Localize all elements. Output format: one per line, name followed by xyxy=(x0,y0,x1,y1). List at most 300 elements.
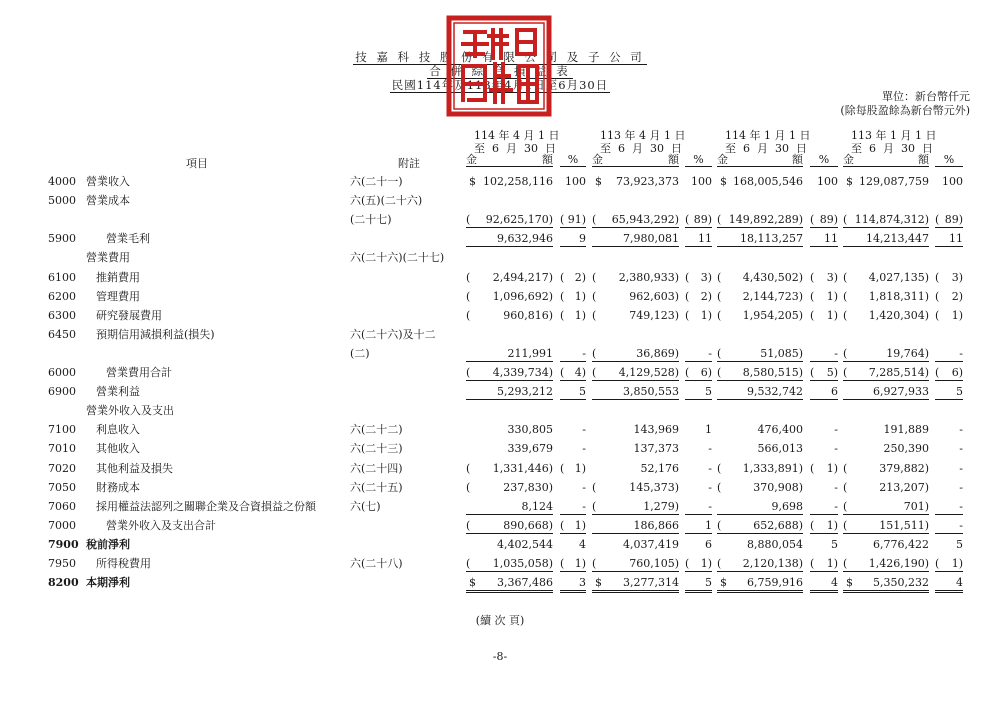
negative-paren-open: ( xyxy=(685,308,690,322)
percent-value: 3 xyxy=(826,270,834,284)
negative-paren-open: ( xyxy=(466,557,471,570)
negative-paren-close: ) xyxy=(707,557,712,570)
amount-value: 1,818,311 xyxy=(868,289,925,303)
amount-value: 339,679 xyxy=(507,442,553,456)
negative-paren-open: ( xyxy=(843,213,848,227)
percent-value: - xyxy=(582,423,586,437)
percent-value: 1 xyxy=(826,518,834,532)
percent-value: 91 xyxy=(567,213,582,227)
amount-value: 3,850,553 xyxy=(623,385,679,399)
note-column-header: 附註 xyxy=(398,157,420,170)
negative-paren-close: ) xyxy=(798,557,803,570)
account-code: 7900 xyxy=(48,537,79,551)
negative-paren-close: ) xyxy=(924,289,929,303)
negative-paren-close: ) xyxy=(798,289,803,303)
table-row xyxy=(0,288,1000,306)
account-code: 6100 xyxy=(48,270,76,284)
amount-value: 1,954,205 xyxy=(742,308,799,322)
negative-paren-open: ( xyxy=(843,308,848,322)
percent-value: - xyxy=(708,499,712,513)
percent-value: 5 xyxy=(831,537,838,551)
negative-paren-open: ( xyxy=(466,480,471,494)
negative-paren-close: ) xyxy=(548,518,553,532)
negative-paren-open: ( xyxy=(717,366,722,379)
account-item: 推銷費用 xyxy=(96,270,140,284)
negative-paren-close: ) xyxy=(833,518,838,532)
account-code: 7100 xyxy=(48,423,76,437)
note-reference: (二) xyxy=(350,346,370,360)
percent-value: 2 xyxy=(574,270,582,284)
negative-paren-open: ( xyxy=(685,366,690,379)
negative-paren-open: ( xyxy=(592,213,597,227)
percent-value: - xyxy=(959,423,963,437)
amount-column-header xyxy=(466,153,553,167)
currency-symbol: $ xyxy=(846,576,853,590)
negative-paren-open: ( xyxy=(810,289,815,303)
negative-paren-close: ) xyxy=(958,366,963,379)
amount-value: 114,874,312 xyxy=(854,213,925,227)
account-item: 稅前淨利 xyxy=(86,537,130,551)
table-row xyxy=(0,307,1000,325)
percent-value: 5 xyxy=(956,537,963,551)
negative-paren-open: ( xyxy=(717,480,722,494)
negative-paren-close: ) xyxy=(924,461,929,475)
negative-paren-close: ) xyxy=(548,213,553,227)
amount-value: 52,176 xyxy=(640,461,679,475)
negative-paren-open: ( xyxy=(843,461,848,475)
percent-column-header: % xyxy=(560,153,586,167)
amount-value: 4,402,544 xyxy=(497,537,553,551)
table-row xyxy=(0,383,1000,401)
negative-paren-open: ( xyxy=(560,213,565,227)
percent-value: 5 xyxy=(826,366,834,379)
negative-paren-open: ( xyxy=(560,270,565,284)
table-row xyxy=(0,574,1000,592)
account-item: 營業收入 xyxy=(86,175,130,188)
negative-paren-open: ( xyxy=(843,518,848,532)
negative-paren-close: ) xyxy=(958,308,963,322)
amount-value: 1,096,692 xyxy=(492,289,549,303)
amount-value: 1,426,190 xyxy=(868,557,925,570)
negative-paren-close: ) xyxy=(958,289,963,303)
amount-value: 213,207 xyxy=(879,480,925,494)
amount-value: 2,494,217 xyxy=(492,270,549,284)
amount-value: 3,367,486 xyxy=(497,576,553,590)
amount-value: 2,144,723 xyxy=(742,289,799,303)
account-item: 研究發展費用 xyxy=(96,308,162,322)
table-row xyxy=(0,555,1000,573)
negative-paren-close: ) xyxy=(548,366,553,379)
amount-value: 1,331,446 xyxy=(492,461,549,475)
amount-value: 330,805 xyxy=(507,423,553,437)
amount-value: 5,350,232 xyxy=(873,576,929,590)
negative-paren-close: ) xyxy=(707,270,712,284)
amount-value: 8,124 xyxy=(521,499,553,513)
negative-paren-close: ) xyxy=(707,366,712,379)
table-row xyxy=(0,345,1000,363)
negative-paren-open: ( xyxy=(810,213,815,227)
percent-column-header: % xyxy=(935,153,963,167)
percent-value: 4 xyxy=(956,576,963,590)
amount-value: 9,532,742 xyxy=(747,385,803,399)
negative-paren-open: ( xyxy=(592,346,597,360)
amount-value: 65,943,292 xyxy=(611,213,675,227)
amount-value: 19,764 xyxy=(886,346,925,360)
table-row xyxy=(0,192,1000,210)
negative-paren-close: ) xyxy=(833,213,838,227)
percent-value: 89 xyxy=(819,213,834,227)
negative-paren-close: ) xyxy=(548,308,553,322)
amount-value: 237,830 xyxy=(503,480,549,494)
table-row xyxy=(0,498,1000,516)
percent-value: 11 xyxy=(824,232,838,246)
amount-column-header xyxy=(717,153,803,167)
amount-value: 92,625,170 xyxy=(485,213,549,227)
percent-column-header: % xyxy=(810,153,838,167)
account-code: 7020 xyxy=(48,461,76,475)
negative-paren-open: ( xyxy=(466,461,471,475)
amount-value: 102,258,116 xyxy=(483,175,553,188)
negative-paren-open: ( xyxy=(685,213,690,227)
page-number: -8- xyxy=(492,650,508,663)
percent-value: - xyxy=(959,499,963,513)
negative-paren-open: ( xyxy=(592,557,597,570)
negative-paren-close: ) xyxy=(581,289,586,303)
negative-paren-close: ) xyxy=(581,270,586,284)
negative-paren-open: ( xyxy=(843,480,848,494)
note-reference: 六(二十六)(二十七) xyxy=(350,251,445,265)
percent-value: 1 xyxy=(826,461,834,475)
negative-paren-open: ( xyxy=(592,270,597,284)
period-header-line2: 至 6 月 30 日 xyxy=(725,142,807,155)
negative-paren-close: ) xyxy=(674,499,679,513)
table-row xyxy=(0,249,1000,267)
negative-paren-close: ) xyxy=(798,270,803,284)
negative-paren-close: ) xyxy=(674,289,679,303)
table-row xyxy=(0,479,1000,497)
amount-value: 960,816 xyxy=(503,308,549,322)
negative-paren-open: ( xyxy=(560,461,565,475)
negative-paren-open: ( xyxy=(466,366,471,379)
note-reference: 六(二十八) xyxy=(350,557,403,570)
amount-value: 1,035,058 xyxy=(492,557,549,570)
amount-header-char: 額 xyxy=(668,153,679,166)
negative-paren-open: ( xyxy=(843,289,848,303)
percent-value: 6 xyxy=(951,366,959,379)
continued-note: (續 次 頁) xyxy=(475,614,525,627)
table-row xyxy=(0,173,1000,191)
negative-paren-close: ) xyxy=(798,308,803,322)
negative-paren-open: ( xyxy=(592,480,597,494)
negative-paren-open: ( xyxy=(843,366,848,379)
percent-value: 2 xyxy=(951,289,959,303)
amount-header-char: 額 xyxy=(542,153,553,166)
percent-value: - xyxy=(959,518,963,532)
period-header-line2: 至 6 月 30 日 xyxy=(600,142,682,155)
amount-value: 149,892,289 xyxy=(728,213,799,227)
negative-paren-open: ( xyxy=(843,270,848,284)
amount-value: 18,113,257 xyxy=(740,232,803,246)
percent-value: 5 xyxy=(705,576,712,590)
account-code: 7060 xyxy=(48,499,76,513)
amount-value: 4,339,734 xyxy=(492,366,549,379)
percent-value: 6 xyxy=(831,385,838,399)
percent-value: - xyxy=(708,461,712,475)
negative-paren-close: ) xyxy=(674,213,679,227)
amount-value: 476,400 xyxy=(757,423,803,437)
account-code: 8200 xyxy=(48,576,79,590)
negative-paren-close: ) xyxy=(707,213,712,227)
account-code: 7000 xyxy=(48,518,76,532)
account-code: 7950 xyxy=(48,557,76,570)
amount-value: 143,969 xyxy=(633,423,679,437)
amount-value: 9,698 xyxy=(771,499,803,513)
negative-paren-close: ) xyxy=(548,480,553,494)
percent-value: - xyxy=(834,480,838,494)
account-item: 利息收入 xyxy=(96,423,140,437)
negative-paren-close: ) xyxy=(958,557,963,570)
amount-value: 7,285,514 xyxy=(868,366,925,379)
amount-value: 962,603 xyxy=(629,289,675,303)
negative-paren-open: ( xyxy=(717,461,722,475)
negative-paren-close: ) xyxy=(798,480,803,494)
account-code: 5000 xyxy=(48,194,76,208)
amount-value: 9,632,946 xyxy=(497,232,553,246)
period-header-line2: 至 6 月 30 日 xyxy=(851,142,933,155)
note-reference: 六(二十一) xyxy=(350,175,403,188)
negative-paren-open: ( xyxy=(685,557,690,570)
negative-paren-close: ) xyxy=(798,213,803,227)
negative-paren-close: ) xyxy=(833,270,838,284)
table-row xyxy=(0,211,1000,229)
period-title: 民國114年及113年4月1日至6月30日 xyxy=(391,78,609,92)
item-column-header: 項目 xyxy=(186,157,208,170)
percent-value: 6 xyxy=(700,366,708,379)
amount-header-char: 額 xyxy=(918,153,929,166)
percent-value: 100 xyxy=(691,175,712,188)
negative-paren-close: ) xyxy=(581,213,586,227)
percent-value: 11 xyxy=(949,232,963,246)
negative-paren-open: ( xyxy=(560,557,565,570)
currency-symbol: $ xyxy=(846,175,853,188)
table-row xyxy=(0,402,1000,420)
percent-value: - xyxy=(834,423,838,437)
currency-symbol: $ xyxy=(595,175,602,188)
percent-value: 1 xyxy=(951,308,959,322)
table-row xyxy=(0,517,1000,535)
percent-value: 11 xyxy=(698,232,712,246)
amount-value: 1,420,304 xyxy=(868,308,925,322)
percent-value: 1 xyxy=(705,518,712,532)
account-code: 6200 xyxy=(48,289,76,303)
percent-value: - xyxy=(959,346,963,360)
company-name: 技 嘉 科 技 股 份 有 限 公 司 及 子 公 司 xyxy=(355,50,645,64)
negative-paren-open: ( xyxy=(717,308,722,322)
negative-paren-close: ) xyxy=(924,557,929,570)
percent-value: 1 xyxy=(574,289,582,303)
currency-symbol: $ xyxy=(595,576,602,590)
account-code: 7010 xyxy=(48,442,76,456)
currency-symbol: $ xyxy=(720,175,727,188)
account-code: 6000 xyxy=(48,366,76,379)
amount-value: 73,923,373 xyxy=(616,175,679,188)
negative-paren-close: ) xyxy=(548,461,553,475)
amount-column-header xyxy=(592,153,679,167)
percent-value: - xyxy=(582,499,586,513)
percent-value: - xyxy=(834,346,838,360)
amount-value: 168,005,546 xyxy=(733,175,803,188)
amount-value: 211,991 xyxy=(507,346,553,360)
negative-paren-open: ( xyxy=(810,308,815,322)
percent-value: 1 xyxy=(700,308,708,322)
amount-value: 6,759,916 xyxy=(747,576,803,590)
negative-paren-close: ) xyxy=(833,461,838,475)
amount-value: 4,027,135 xyxy=(868,270,925,284)
account-item: 營業費用 xyxy=(86,251,130,265)
negative-paren-close: ) xyxy=(581,557,586,570)
amount-value: 129,087,759 xyxy=(859,175,929,188)
amount-header-char: 額 xyxy=(792,153,803,166)
note-reference: 六(七) xyxy=(350,499,381,513)
amount-value: 145,373 xyxy=(629,480,675,494)
percent-value: - xyxy=(959,480,963,494)
company-seal-stamp xyxy=(445,14,553,118)
account-item: 其他利益及損失 xyxy=(96,461,173,475)
negative-paren-open: ( xyxy=(560,289,565,303)
unit-note-eps: (除每股盈餘為新台幣元外) xyxy=(840,104,970,117)
amount-value: 186,866 xyxy=(633,518,679,532)
percent-value: - xyxy=(708,346,712,360)
negative-paren-open: ( xyxy=(685,270,690,284)
account-item: 財務成本 xyxy=(96,480,140,494)
percent-value: - xyxy=(582,480,586,494)
percent-value: 1 xyxy=(826,289,834,303)
negative-paren-close: ) xyxy=(798,461,803,475)
amount-column-header xyxy=(843,153,929,167)
amount-value: 4,129,528 xyxy=(618,366,675,379)
percent-value: 9 xyxy=(579,232,586,246)
percent-column-header: % xyxy=(685,153,712,167)
percent-value: 100 xyxy=(942,175,963,188)
negative-paren-close: ) xyxy=(581,518,586,532)
amount-value: 1,279 xyxy=(643,499,675,513)
percent-value: 100 xyxy=(817,175,838,188)
percent-value: 1 xyxy=(574,461,582,475)
negative-paren-close: ) xyxy=(924,366,929,379)
percent-value: 3 xyxy=(951,270,959,284)
amount-header-char: 金 xyxy=(843,153,854,166)
table-row xyxy=(0,364,1000,382)
period-header-line2: 至 6 月 30 日 xyxy=(474,142,556,155)
percent-value: 5 xyxy=(956,385,963,399)
percent-value: - xyxy=(834,499,838,513)
account-item: 預期信用減損利益(損失) xyxy=(96,327,215,341)
amount-value: 250,390 xyxy=(883,442,929,456)
negative-paren-open: ( xyxy=(935,289,940,303)
amount-header-char: 金 xyxy=(717,153,728,166)
negative-paren-open: ( xyxy=(560,308,565,322)
percent-value: 2 xyxy=(700,289,708,303)
negative-paren-open: ( xyxy=(592,308,597,322)
negative-paren-close: ) xyxy=(581,308,586,322)
unit-note: 單位：新台幣仟元 xyxy=(882,90,970,103)
account-code: 7050 xyxy=(48,480,76,494)
note-reference: 六(二十六)及十二 xyxy=(350,327,436,341)
percent-value: 1 xyxy=(826,557,834,570)
negative-paren-close: ) xyxy=(924,308,929,322)
account-code: 5900 xyxy=(48,232,76,246)
negative-paren-close: ) xyxy=(833,366,838,379)
negative-paren-open: ( xyxy=(560,518,565,532)
negative-paren-close: ) xyxy=(798,366,803,379)
percent-value: 100 xyxy=(565,175,586,188)
account-item: 營業成本 xyxy=(86,194,130,208)
amount-value: 5,293,212 xyxy=(497,385,553,399)
percent-value: - xyxy=(708,480,712,494)
percent-value: 4 xyxy=(579,537,586,551)
negative-paren-open: ( xyxy=(717,213,722,227)
negative-paren-close: ) xyxy=(674,480,679,494)
negative-paren-close: ) xyxy=(707,308,712,322)
account-item: 營業利益 xyxy=(96,385,140,399)
amount-value: 8,580,515 xyxy=(742,366,799,379)
note-reference: 六(二十三) xyxy=(350,442,403,456)
period-header-line1: 114 年 1 月 1 日 xyxy=(725,129,811,142)
amount-value: 191,889 xyxy=(883,423,929,437)
period-header-line1: 113 年 1 月 1 日 xyxy=(851,129,937,142)
percent-value: - xyxy=(708,442,712,456)
negative-paren-close: ) xyxy=(674,557,679,570)
period-header-line1: 114 年 4 月 1 日 xyxy=(474,129,560,142)
negative-paren-open: ( xyxy=(717,557,722,570)
negative-paren-open: ( xyxy=(810,461,815,475)
currency-symbol: $ xyxy=(720,576,727,590)
account-item: 其他收入 xyxy=(96,442,140,456)
negative-paren-close: ) xyxy=(707,289,712,303)
note-reference: 六(二十二) xyxy=(350,423,403,437)
negative-paren-close: ) xyxy=(548,289,553,303)
negative-paren-open: ( xyxy=(810,366,815,379)
percent-value: 5 xyxy=(579,385,586,399)
percent-value: 4 xyxy=(574,366,582,379)
table-row xyxy=(0,536,1000,554)
note-reference: 六(二十五) xyxy=(350,480,403,494)
amount-value: 6,927,933 xyxy=(873,385,929,399)
account-code: 6900 xyxy=(48,385,76,399)
negative-paren-open: ( xyxy=(935,213,940,227)
amount-value: 4,037,419 xyxy=(623,537,679,551)
amount-value: 8,880,054 xyxy=(747,537,803,551)
account-item: 管理費用 xyxy=(96,289,140,303)
amount-header-char: 金 xyxy=(592,153,603,166)
account-code: 6300 xyxy=(48,308,76,322)
period-header-line1: 113 年 4 月 1 日 xyxy=(600,129,686,142)
account-item: 採用權益法認列之關聯企業及合資損益之份額 xyxy=(96,499,316,513)
percent-value: 1 xyxy=(700,557,708,570)
amount-value: 3,277,314 xyxy=(623,576,679,590)
negative-paren-open: ( xyxy=(717,289,722,303)
negative-paren-close: ) xyxy=(833,557,838,570)
account-item: 營業外收入及支出合計 xyxy=(106,518,216,532)
percent-value: 3 xyxy=(579,576,586,590)
negative-paren-open: ( xyxy=(810,518,815,532)
percent-value: 3 xyxy=(700,270,708,284)
negative-paren-open: ( xyxy=(466,518,471,532)
amount-value: 566,013 xyxy=(757,442,803,456)
percent-value: - xyxy=(834,442,838,456)
note-reference: 六(二十四) xyxy=(350,461,403,475)
negative-paren-close: ) xyxy=(548,270,553,284)
